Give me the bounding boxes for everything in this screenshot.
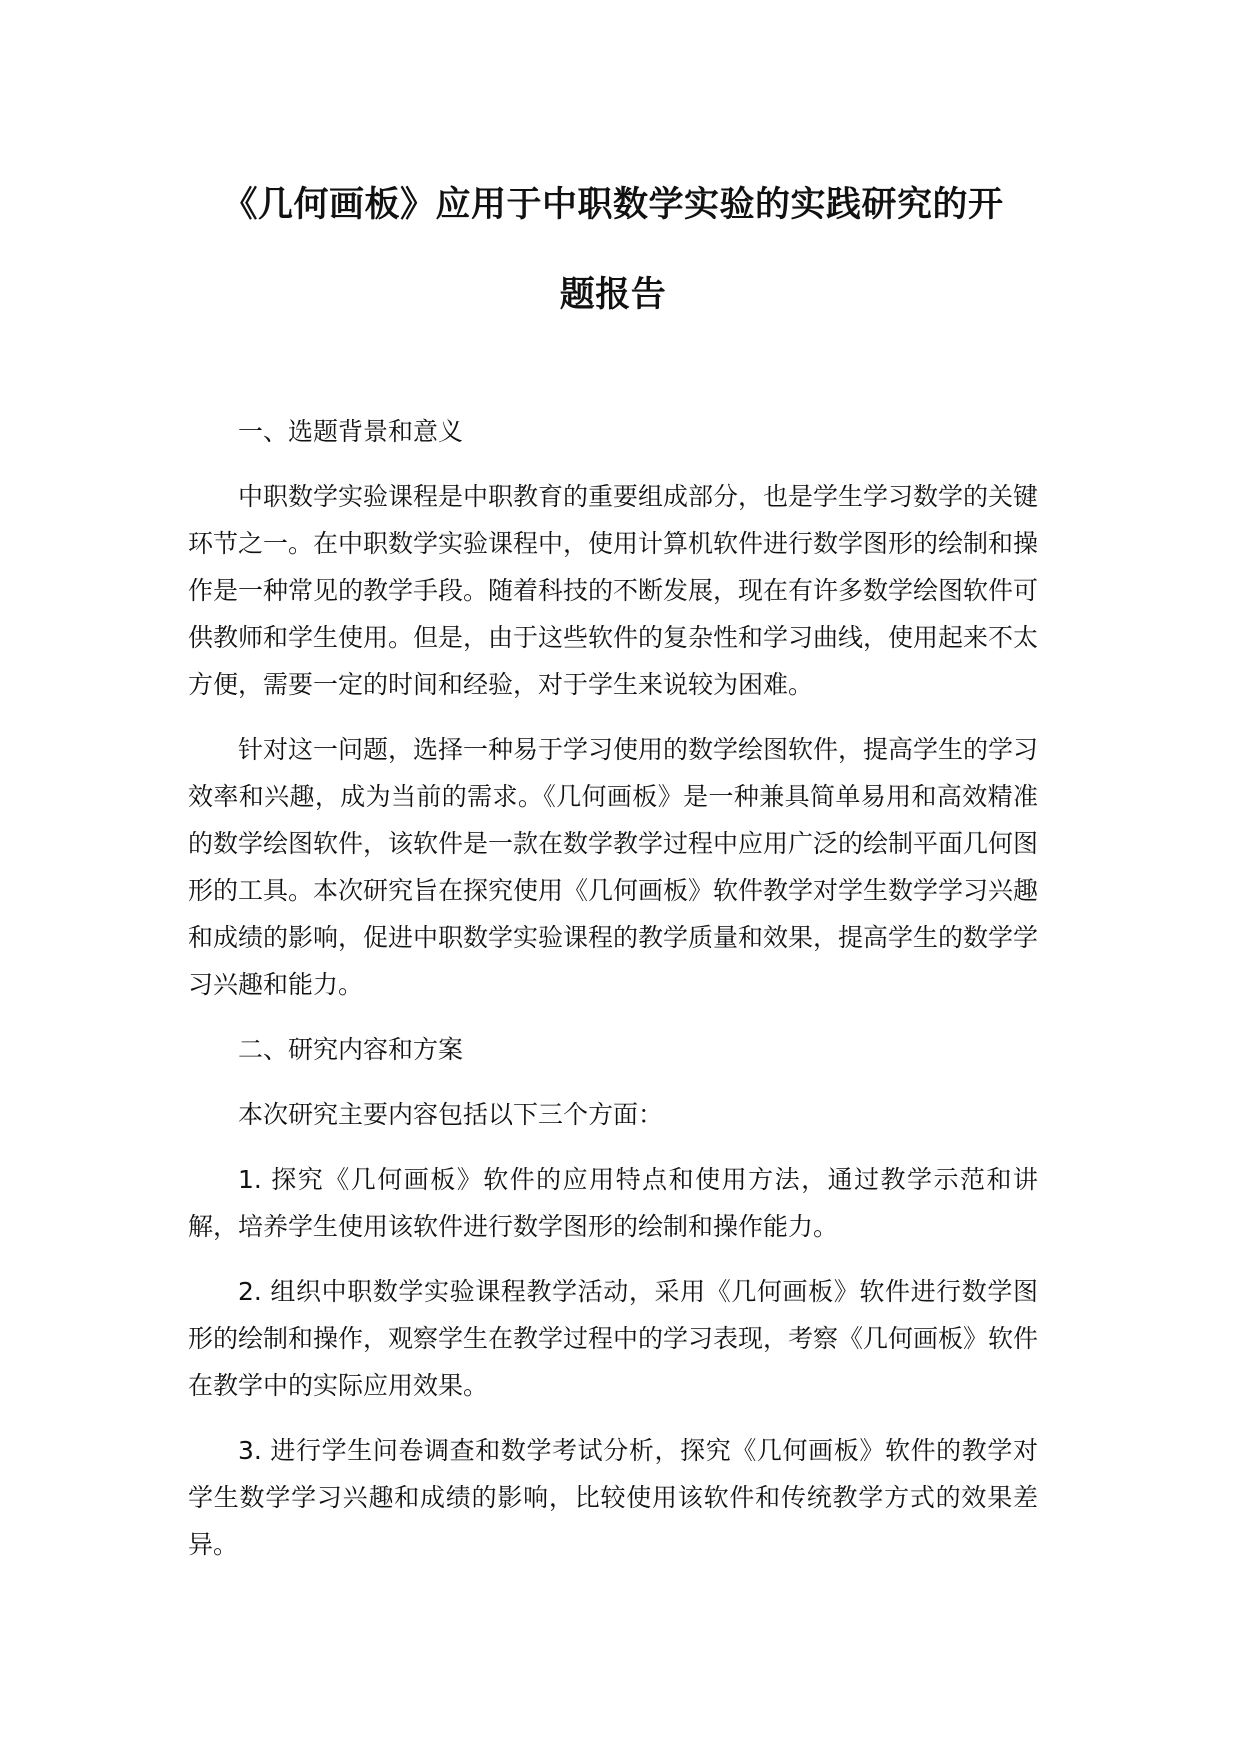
document-body [188,408,1038,1568]
title-line-1: 《几何画板》应用于中职数学实验的实践研究的开 [222,185,1004,225]
section-2-item-1: 1. 探究《几何画板》软件的应用特点和使用方法，通过教学示范和讲解，培养学生使用该软件进行数学图形的绘制和操作能力。 [188,1165,1038,1241]
section-1-paragraph-1: 中职数学实验课程是中职教育的重要组成部分，也是学生学习数学的关键环节之一。在中职数学实验课程中，使用计算机软件进行数学图形的绘制和操作是一种常见的教学手段。随着科技的不断发展，现在有许多数学绘图软件可供教师和学生使用。但是，由于这些软件的复杂性和学习曲线，使用起来不太方便，需要一定的时间和经验，对于学生来说较为困难。 [188,482,1039,699]
section-2-item-2: 2. 组织中职数学实验课程教学活动，采用《几何画板》软件进行数学图形的绘制和操作，观察学生在教学过程中的学习表现，考察《几何画板》软件在教学中的实际应用效果。 [188,1277,1039,1400]
section-1-paragraph-2: 针对这一问题，选择一种易于学习使用的数学绘图软件，提高学生的学习效率和兴趣，成为当前的需求。《几何画板》是一种兼具简单易用和高效精准的数学绘图软件，该软件是一款在数学教学过程中应用广泛的绘制平面几何图形的工具。本次研究旨在探究使用《几何画板》软件教学对学生数学学习兴趣和成绩的影响，促进中职数学实验课程的教学质量和效果，提高学生的数学学习兴趣和能力。 [188,735,1039,999]
document-title [188,160,1038,340]
section-1-heading: 一、选题背景和意义 [238,417,464,446]
section-2-intro: 本次研究主要内容包括以下三个方面： [238,1100,664,1129]
section-2-item-3: 3. 进行学生问卷调查和数学考试分析，探究《几何画板》软件的教学对学生数学学习兴趣和成绩的影响，比较使用该软件和传统教学方式的效果差异。 [188,1436,1038,1559]
title-line-2: 题报告 [559,275,667,315]
document-page [188,160,1038,1586]
section-2-heading: 二、研究内容和方案 [238,1035,464,1064]
